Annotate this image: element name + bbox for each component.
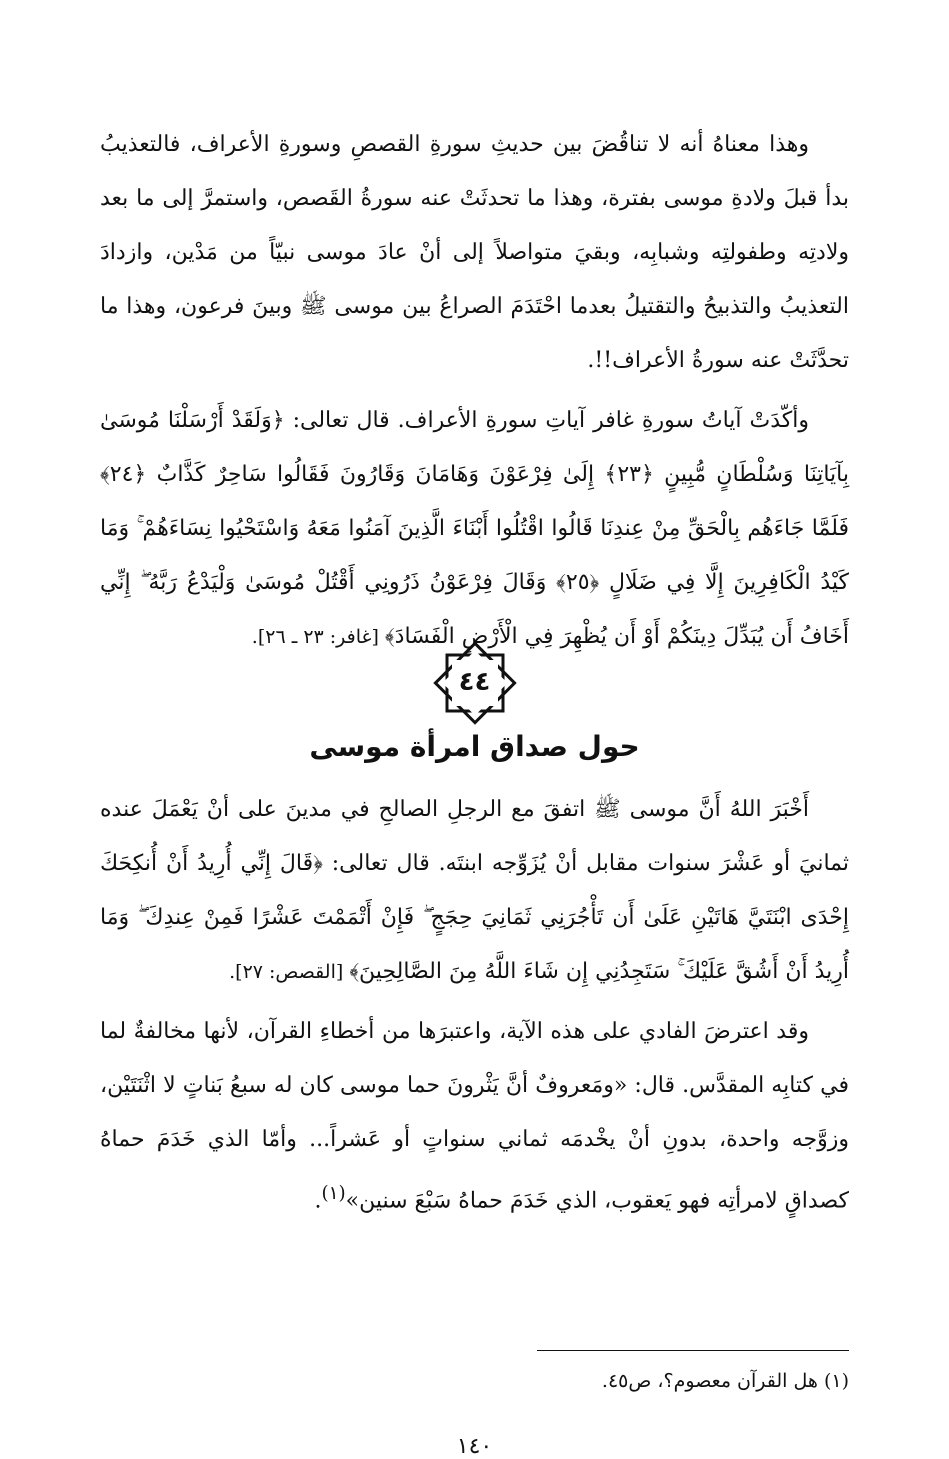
- paragraph-ghafir-intro: وأكّدَتْ آياتُ سورةِ غافر آياتِ سورةِ الأعراف. قال تعالى:: [284, 408, 809, 433]
- chapter-number: ٤٤: [458, 667, 491, 697]
- page-number: ١٤٠: [456, 1434, 493, 1459]
- footnote-divider: [537, 1350, 849, 1351]
- citation-qasas: [القصص: ٢٧].: [229, 961, 350, 983]
- citation-ghafir: [غافر: ٢٣ ـ ٢٦].: [251, 626, 385, 648]
- book-page: [100, 118, 849, 1459]
- chapter-title: حول صداق امرأة موسى: [309, 730, 640, 763]
- quran-verse-ghafir: ﴿وَلَقَدْ أَرْسَلْنَا مُوسَىٰ بِآيَاتِنَا وَسُلْطَانٍ مُّبِينٍ ﴿٢٣﴾ إِلَىٰ فِرْعَوْنَ وَهَامَانَ وَقَارُونَ فَقَالُوا سَاحِرٌ كَذَّابٌ ﴿٢٤﴾ فَلَمَّا جَاءَهُم بِالْحَقِّ مِنْ عِندِنَا قَالُوا اقْتُلُوا أَبْنَاءَ الَّذِينَ آمَنُوا مَعَهُ وَاسْتَحْيُوا نِسَاءَهُمْ ۚ وَمَا كَيْدُ الْكَافِرِينَ إِلَّا فِي ضَلَالٍ ﴿٢٥﴾ وَقَالَ فِرْعَوْنُ ذَرُونِي أَقْتُلْ مُوسَىٰ وَلْيَدْعُ رَبَّهُ ۖ إِنِّي أَخَافُ أَن يُبَدِّلَ دِينَكُمْ أَوْ أَن يُظْهِرَ فِي الْأَرْضِ الْفَسَادَ﴾: [100, 408, 849, 649]
- footnote-reference[interactable]: (١): [321, 1183, 346, 1204]
- quran-verse-qasas: ﴿قَالَ إِنِّي أُرِيدُ أَنْ أُنكِحَكَ إِحْدَى ابْنَتَيَّ هَاتَيْنِ عَلَىٰ أَن تَأْجُرَنِي ثَمَانِيَ حِجَجٍ ۖ فَإِنْ أَتْمَمْتَ عَشْرًا فَمِنْ عِندِكَ ۖ وَمَا أُرِيدُ أَنْ أَشُقَّ عَلَيْكَ ۚ سَتَجِدُنِي إِن شَاءَ اللَّهُ مِنَ الصَّالِحِينَ﴾: [100, 851, 849, 984]
- paragraph-qasas: [100, 783, 849, 999]
- paragraph-ghafir: [100, 394, 849, 664]
- paragraph-qasas-intro: أَخْبَرَ اللهُ أَنَّ موسى ﷺ اتفقَ مع الرجلِ الصالحِ في مدينَ على أنْ يَعْمَلَ عنده ثمانيَ أو عَشْرَ سنوات مقابل أنْ يُزَوِّجه ابنتَه. قال تعالى:: [100, 797, 849, 876]
- paragraph-objection-end: .: [314, 1188, 322, 1214]
- top-section: [100, 118, 849, 664]
- paragraph-objection-text: وقد اعترضَ الفادي على هذه الآية، واعتبرَها من أخطاءِ القرآن، لأنها مخالفةٌ لما في كتابِه المقدَّس. قال: «ومَعروفٌ أنَّ يَثْرونَ حما موسى كان له سبعُ بَناتٍ لا اثْنَتَيْن، وزوَّجه واحدة، بدونِ أنْ يخْدمَه ثماني سنواتٍ أو عَشراً... وأمّا الذي خَدَمَ حماهُ كصداقٍ لامرأتِه فهو يَعقوب، الذي خَدَمَ حماهُ سَبْعَ سنين»: [100, 1019, 849, 1214]
- chapter-number-ornament: [433, 641, 517, 725]
- paragraph-objection: [100, 1005, 849, 1228]
- chapter-ornament-wrap: [100, 638, 849, 728]
- footnote: (١) هل القرآن معصوم؟، ص٤٥.: [601, 1370, 849, 1392]
- paragraph-conclusion: وهذا معناهُ أنه لا تناقُضَ بين حديثِ سورةِ القصصِ وسورةِ الأعراف، فالتعذيبُ بدأ قبلَ ولادةِ موسى بفترة، وهذا ما تحدثَتْ عنه سورةُ القَصص، واستمرَّ إلى ما بعد ولادتِه وطفولتِه وشبابِه، وبقيَ متواصلاً إلى أنْ عادَ موسى نبيّاً من مَدْين، وازدادَ التعذيبُ والتذبيحُ والتقتيلُ بعدما احْتَدَمَ الصراعُ بين موسى ﷺ وبينَ فرعون، وهذا ما تحدَّثَتْ عنه سورةُ الأعراف!!.: [100, 132, 849, 373]
- chapter-body: [100, 783, 849, 1234]
